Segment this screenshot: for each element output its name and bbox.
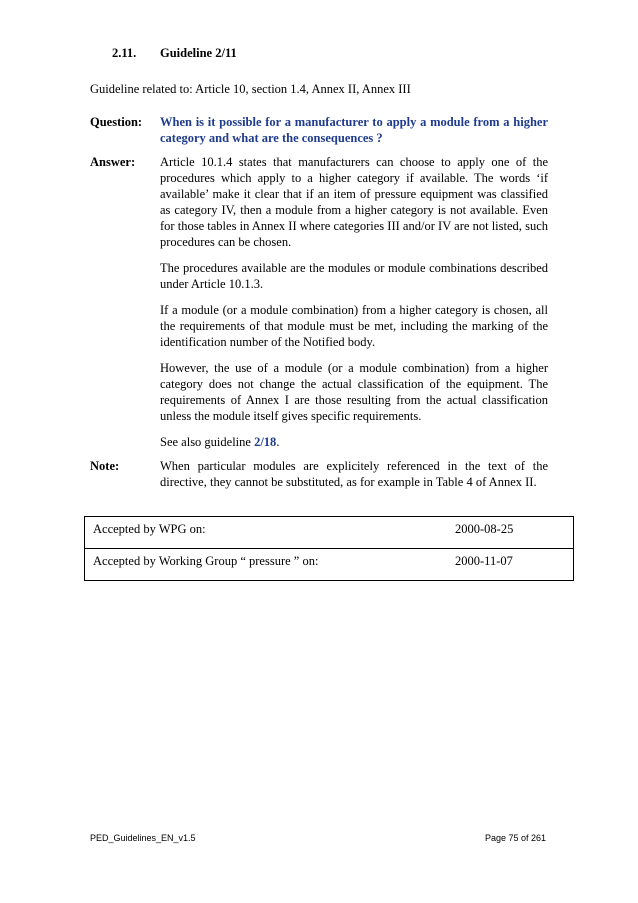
- guideline-related-line: Guideline related to: Article 10, section 1.4, Annex II, Annex III: [90, 82, 411, 96]
- answer-label: Answer:: [90, 155, 136, 169]
- question-label: Question:: [90, 115, 143, 129]
- see-also-prefix: See also guideline: [160, 435, 255, 449]
- acceptance-label: Accepted by WPG on:: [85, 517, 448, 549]
- section-number: 2.11.: [112, 46, 137, 60]
- footer-document-name: PED_Guidelines_EN_v1.5: [90, 833, 196, 843]
- see-also-line: [160, 434, 548, 450]
- table-row: [85, 549, 574, 581]
- acceptance-table: [84, 516, 574, 581]
- section-heading: [112, 46, 237, 61]
- answer-paragraph: The procedures available are the modules or module combinations described under Article 10.1.3.: [160, 261, 548, 291]
- answer-block: [90, 154, 548, 460]
- acceptance-label: Accepted by Working Group “ pressure ” on:: [85, 549, 448, 581]
- acceptance-date: 2000-08-25: [447, 517, 574, 549]
- note-block: [90, 458, 548, 490]
- answer-paragraph: However, the use of a module (or a module combination) from a higher category does not change the actual classification of the equipment. The requirements of Annex I are those resulting from the actual classification unless the module itself gives specific requirements.: [160, 361, 548, 423]
- see-also-suffix: .: [276, 435, 280, 449]
- section-title: Guideline 2/11: [160, 46, 237, 60]
- note-text: When particular modules are explicitely referenced in the text of the directive, they cannot be substituted, as for example in Table 4 of Annex II.: [160, 459, 548, 489]
- answer-paragraph: Article 10.1.4 states that manufacturers can choose to apply one of the procedures which apply to a higher category if available. The words ‘if available’ make it clear that if an item of pressure equipment was classified as category IV, then a module from a higher category is not available. Even for those tables in Annex II where categories III and/or IV are not listed, such procedures can be chosen.: [160, 155, 548, 249]
- table-row: [85, 517, 574, 549]
- question-text: When is it possible for a manufacturer to apply a module from a higher category and what are the consequences ?: [160, 115, 548, 145]
- see-also-link[interactable]: 2/18: [254, 435, 277, 449]
- footer-page-number: Page 75 of 261: [484, 833, 546, 843]
- answer-paragraph: If a module (or a module combination) from a higher category is chosen, all the requirements of that module must be met, including the marking of the identification number of the Notified body.: [160, 303, 548, 349]
- note-label: Note:: [90, 459, 120, 473]
- acceptance-date: 2000-11-07: [447, 549, 574, 581]
- question-block: [90, 114, 548, 146]
